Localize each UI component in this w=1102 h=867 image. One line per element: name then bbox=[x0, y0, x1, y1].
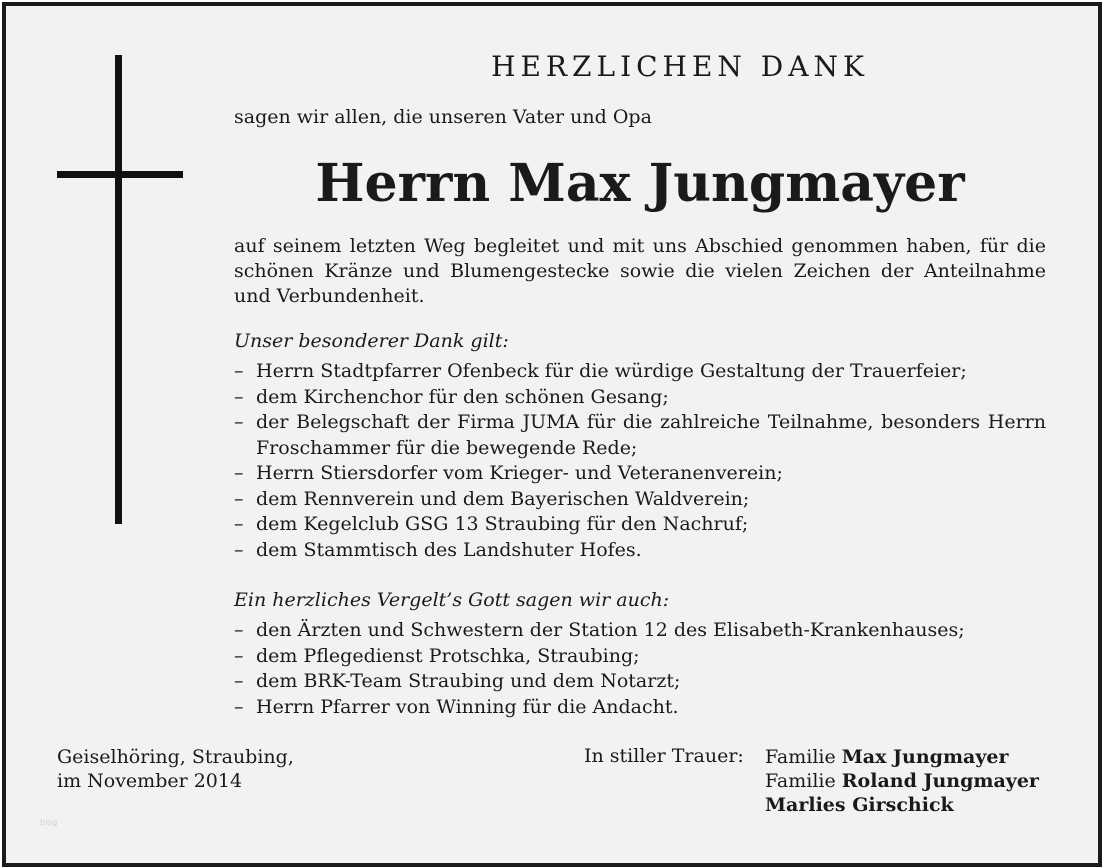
gods-reward-list bbox=[234, 618, 1046, 720]
list-item: – Herrn Pfarrer von Winning für die Andacht. bbox=[234, 695, 1046, 721]
list-item: – den Ärzten und Schwestern der Station 12 des Elisabeth-Krankenhauses; bbox=[234, 618, 1046, 644]
heading-title: HERZLICHEN DANK bbox=[491, 50, 869, 83]
family-line: Familie Max Jungmayer bbox=[765, 746, 1009, 768]
family-signatures bbox=[765, 745, 1039, 817]
list-item: – dem Kirchenchor für den schönen Gesang; bbox=[234, 385, 1046, 411]
special-thanks-list bbox=[234, 359, 1046, 563]
cross-icon-crossbar bbox=[57, 171, 183, 178]
dash-marker: – bbox=[234, 385, 244, 408]
dash-marker: – bbox=[234, 411, 244, 433]
dash-marker: – bbox=[234, 513, 244, 535]
list-item: – dem BRK-Team Straubing und dem Notarzt; bbox=[234, 669, 1046, 695]
dash-marker: – bbox=[234, 670, 244, 692]
list-item: – dem Kegelclub GSG 13 Straubing für den Nachruf; bbox=[234, 512, 1046, 538]
list-item: – dem Stammtisch des Landshuter Hofes. bbox=[234, 538, 1046, 564]
mourning-label: In stiller Trauer: bbox=[584, 745, 744, 767]
dash-marker: – bbox=[234, 619, 244, 641]
list-item: – Herrn Stadtpfarrer Ofenbeck für die würdige Gestaltung der Trauerfeier; bbox=[234, 359, 1046, 385]
dash-marker: – bbox=[234, 695, 244, 718]
deceased-name: Herrn Max Jungmayer bbox=[315, 153, 965, 214]
date-line: im November 2014 bbox=[57, 770, 243, 792]
list-item: – dem Rennverein und dem Bayerischen Waldverein; bbox=[234, 487, 1046, 513]
list-item: – Herrn Stiersdorfer vom Krieger- und Veteranenverein; bbox=[234, 461, 1046, 487]
gods-reward-title: Ein herzliches Vergelt’s Gott sagen wir auch: bbox=[234, 589, 670, 611]
dash-marker: – bbox=[234, 538, 244, 561]
dash-marker: – bbox=[234, 360, 244, 382]
cross-icon bbox=[115, 55, 122, 524]
place-line: Geiselhöring, Straubing, bbox=[57, 746, 294, 768]
list-item: – der Belegschaft der Firma JUMA für die zahlreiche Teilnahme, besonders Herrn Froschammer für die bewegende Rede; bbox=[234, 411, 1046, 459]
dash-marker: – bbox=[234, 644, 244, 667]
watermark: blog bbox=[40, 818, 58, 827]
list-item: – dem Pflegedienst Protschka, Straubing; bbox=[234, 644, 1046, 670]
family-line: Marlies Girschick bbox=[765, 794, 954, 816]
dash-marker: – bbox=[234, 462, 244, 484]
body-paragraph: auf seinem letzten Weg begleitet und mit uns Abschied genommen haben, für die schönen Kränze und Blumengestecke sowie die vielen Zeichen der Anteilnahme und Verbundenheit. bbox=[234, 235, 1046, 307]
special-thanks-title: Unser besonderer Dank gilt: bbox=[234, 330, 509, 352]
dash-marker: – bbox=[234, 487, 244, 510]
intro-text: sagen wir allen, die unseren Vater und Opa bbox=[234, 106, 652, 128]
family-line: Familie Roland Jungmayer bbox=[765, 770, 1039, 792]
place-and-date bbox=[57, 745, 294, 793]
